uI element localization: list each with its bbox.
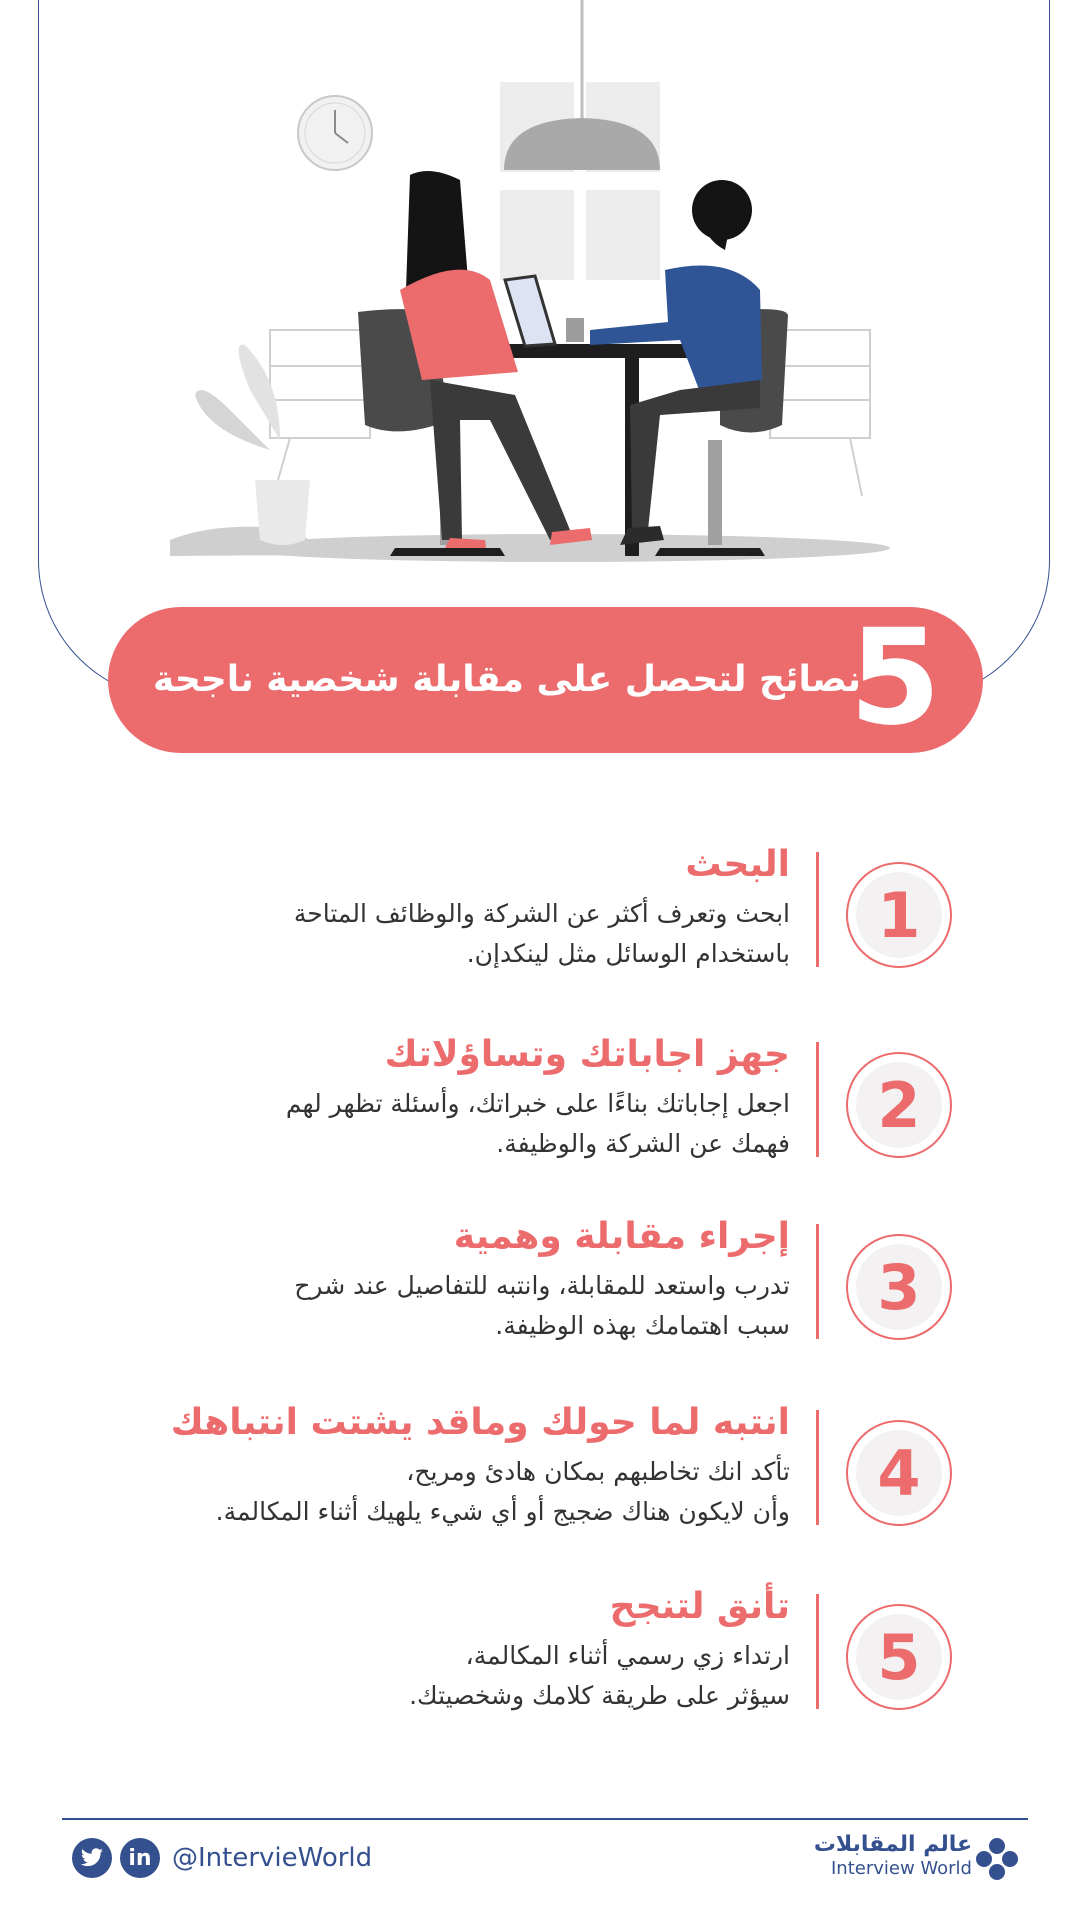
brand-logo-icon: [974, 1836, 1020, 1882]
tip-body: [409, 1636, 790, 1716]
tip-line: فهمك عن الشركة والوظيفة.: [496, 1129, 790, 1158]
tip-body: [216, 1452, 790, 1532]
title-banner: [108, 601, 983, 755]
tip-number: 3: [856, 1244, 942, 1330]
tip-body: [294, 1266, 790, 1346]
tip-number: 4: [856, 1430, 942, 1516]
tip-number-badge: [846, 1234, 952, 1340]
sideboard-left: [270, 330, 370, 480]
tip-line: ارتداء زي رسمي أثناء المكالمة،: [465, 1641, 790, 1670]
tip-number-badge: [846, 1604, 952, 1710]
tip-line: تأكد انك تخاطبهم بمكان هادئ ومريح،: [406, 1457, 790, 1486]
tip-item: [0, 1586, 1080, 1724]
footer-divider: [62, 1818, 1028, 1820]
tip-line: تدرب واستعد للمقابلة، وانتبه للتفاصيل عند شرح: [294, 1271, 790, 1300]
tip-divider: [816, 1594, 819, 1709]
tip-body: [294, 894, 790, 974]
title-number: 5: [849, 601, 941, 755]
tip-divider: [816, 1410, 819, 1525]
clock-icon: [298, 96, 372, 170]
tip-number-badge: [846, 862, 952, 968]
window: [500, 82, 660, 280]
tip-line: ابحث وتعرف أكثر عن الشركة والوظائف المتاحة: [293, 899, 790, 928]
interview-illustration: [160, 0, 900, 575]
linkedin-icon[interactable]: in: [120, 1838, 160, 1878]
tip-item: [0, 844, 1080, 982]
tip-body: [286, 1084, 790, 1164]
title-text: نصائح لتحصل على مقابلة شخصية ناجحة: [153, 659, 861, 700]
twitter-icon[interactable]: [72, 1838, 112, 1878]
brand-name-arabic: عالم المقابلات: [813, 1832, 972, 1857]
tip-number-badge: [846, 1052, 952, 1158]
tip-divider: [816, 1042, 819, 1157]
tip-line: سيؤثر على طريقة كلامك وشخصيتك.: [409, 1681, 790, 1710]
brand-name-english: Interview World: [830, 1858, 972, 1879]
tip-line: اجعل إجاباتك بناءًا على خبراتك، وأسئلة تظهر لهم: [285, 1089, 790, 1118]
social-handle[interactable]: @IntervieWorld: [172, 1843, 373, 1873]
tip-line: وأن لايكون هناك ضجيج أو أي شيء يلهيك أثناء المكالمة.: [215, 1497, 790, 1526]
tip-number: 5: [856, 1614, 942, 1700]
tip-divider: [816, 852, 819, 967]
tip-item: [0, 1402, 1080, 1540]
tip-line: باستخدام الوسائل مثل لينكدإن.: [466, 939, 790, 968]
tip-heading: البحث: [685, 844, 790, 885]
tip-number: 2: [856, 1062, 942, 1148]
tip-heading: انتبه لما حولك وماقد يشتت انتباهك: [170, 1402, 790, 1443]
tip-divider: [816, 1224, 819, 1339]
tip-heading: تأنق لتنجح: [609, 1586, 790, 1627]
tip-item: [0, 1034, 1080, 1172]
tip-number: 1: [856, 872, 942, 958]
tip-heading: جهز اجاباتك وتساؤلاتك: [384, 1034, 790, 1075]
tip-heading: إجراء مقابلة وهمية: [453, 1216, 790, 1257]
tip-line: سبب اهتمامك بهذه الوظيفة.: [495, 1311, 790, 1340]
tip-item: [0, 1216, 1080, 1354]
brand-logo-text: [814, 1832, 972, 1880]
tip-number-badge: [846, 1420, 952, 1526]
